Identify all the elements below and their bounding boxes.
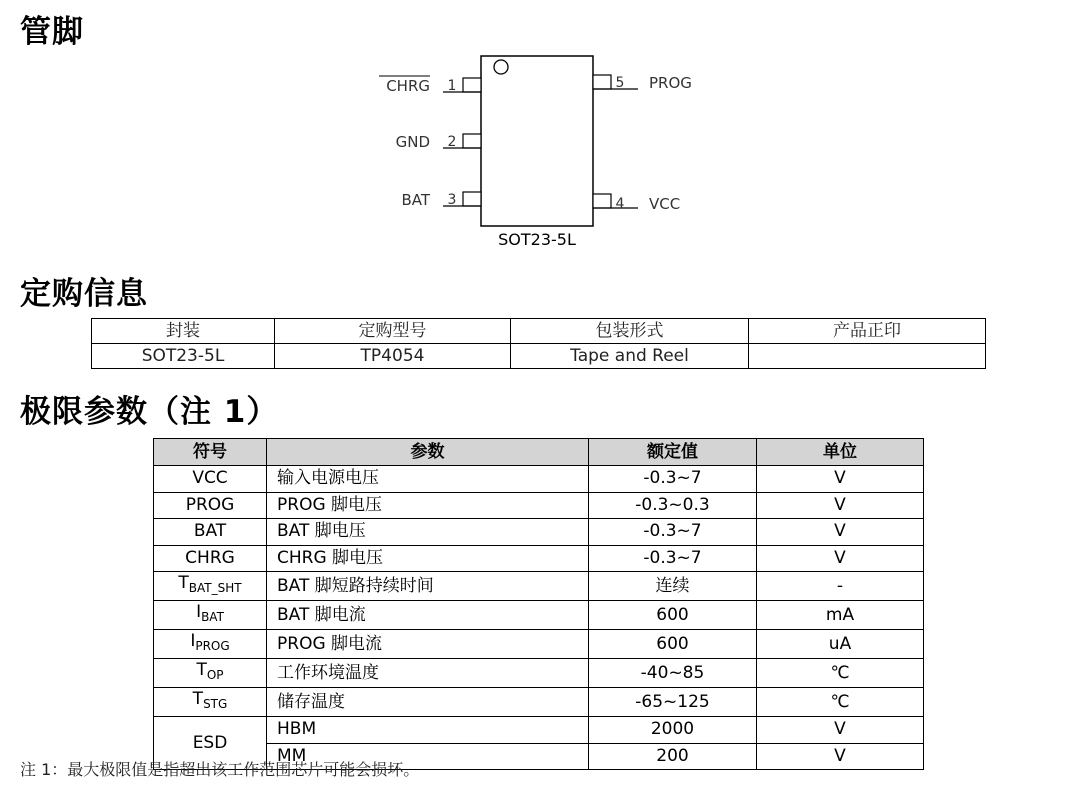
ordering-table: [91, 318, 986, 369]
cell-value: 600: [589, 601, 757, 630]
pin-label-gnd: GND: [395, 133, 430, 151]
cell-value: -0.3~7: [589, 466, 757, 493]
cell-param: HBM: [267, 717, 589, 744]
table-row: [154, 492, 924, 519]
pin-num-2: 2: [447, 134, 457, 150]
cell-unit: uA: [757, 630, 924, 659]
cell-package: SOT23-5L: [92, 344, 275, 369]
pin-num-3: 3: [447, 192, 457, 208]
pin-num-1: 1: [447, 78, 457, 94]
header-cell: 额定值: [589, 439, 757, 466]
table-row: [154, 659, 924, 688]
cell-value: -0.3~0.3: [589, 492, 757, 519]
cell-symbol: $T_{OP}$: [154, 659, 267, 688]
pin-box-5: [593, 75, 611, 89]
cell-param: BAT 脚短路持续时间: [267, 572, 589, 601]
cell-param: MM: [267, 743, 589, 770]
pin-box-1: [463, 78, 481, 92]
cell-param: PROG 脚电流: [267, 630, 589, 659]
cell-param: BAT 脚电流: [267, 601, 589, 630]
table-row: [154, 717, 924, 744]
cell-value: 200: [589, 743, 757, 770]
pin-label-bat: BAT: [401, 191, 430, 209]
pin-label-prog: PROG: [649, 74, 692, 92]
cell-symbol: $T_{STG}$: [154, 688, 267, 717]
cell-model: TP4054: [275, 344, 511, 369]
cell-unit: ℃: [757, 688, 924, 717]
table-row: [154, 519, 924, 546]
pin-label-chrg: CHRG: [386, 77, 430, 95]
cell-value: -65~125: [589, 688, 757, 717]
cell-unit: V: [757, 545, 924, 572]
pin-box-2: [463, 134, 481, 148]
cell-unit: mA: [757, 601, 924, 630]
header-cell: 单位: [757, 439, 924, 466]
table-header-row: [92, 319, 986, 344]
cell-unit: V: [757, 466, 924, 493]
header-cell: 符号: [154, 439, 267, 466]
header-cell: 参数: [267, 439, 589, 466]
cell-value: -40~85: [589, 659, 757, 688]
cell-value: 600: [589, 630, 757, 659]
pin-box-4: [593, 194, 611, 208]
cell-symbol: VCC: [154, 466, 267, 493]
pin-box-3: [463, 192, 481, 206]
table-row: [92, 344, 986, 369]
table-row: [154, 545, 924, 572]
table-row: [154, 572, 924, 601]
cell-value: 连续: [589, 572, 757, 601]
cell-unit: -: [757, 572, 924, 601]
cell-unit: V: [757, 519, 924, 546]
chip-body: [481, 56, 593, 226]
cell-symbol: $I_{BAT}$: [154, 601, 267, 630]
absolute-max-table: [153, 438, 924, 770]
header-cell: 包装形式: [511, 319, 749, 344]
cell-param: PROG 脚电压: [267, 492, 589, 519]
cell-param: 工作环境温度: [267, 659, 589, 688]
package-label: SOT23-5L: [498, 230, 576, 249]
cell-symbol-esd: ESD: [154, 717, 267, 770]
cell-param: BAT 脚电压: [267, 519, 589, 546]
cell-symbol: BAT: [154, 519, 267, 546]
cell-unit: ℃: [757, 659, 924, 688]
header-cell: 产品正印: [749, 319, 986, 344]
cell-param: 输入电源电压: [267, 466, 589, 493]
cell-symbol: CHRG: [154, 545, 267, 572]
cell-value: -0.3~7: [589, 545, 757, 572]
cell-param: CHRG 脚电压: [267, 545, 589, 572]
cell-value: -0.3~7: [589, 519, 757, 546]
table-row: [154, 630, 924, 659]
cell-unit: V: [757, 743, 924, 770]
footnote: 注 1：最大极限值是指超出该工作范围芯片可能会损坏。: [20, 760, 420, 779]
table-row: [154, 601, 924, 630]
table-row: [154, 466, 924, 493]
cell-symbol: $T_{BAT\_SHT}$: [154, 572, 267, 601]
table-header-row: [154, 439, 924, 466]
heading-pins: 管脚: [20, 14, 84, 50]
cell-marking: [749, 344, 986, 369]
cell-value: 2000: [589, 717, 757, 744]
header-cell: 封装: [92, 319, 275, 344]
cell-unit: V: [757, 717, 924, 744]
cell-unit: V: [757, 492, 924, 519]
cell-param: 储存温度: [267, 688, 589, 717]
pin-diagram: [360, 50, 720, 255]
cell-symbol: PROG: [154, 492, 267, 519]
header-cell: 定购型号: [275, 319, 511, 344]
pin-num-4: 4: [615, 196, 625, 212]
cell-packing: Tape and Reel: [511, 344, 749, 369]
table-row: [154, 688, 924, 717]
pin-num-5: 5: [615, 75, 625, 91]
cell-symbol: $I_{PROG}$: [154, 630, 267, 659]
pin-label-vcc: VCC: [649, 195, 681, 213]
heading-ordering: 定购信息: [20, 276, 148, 312]
heading-limits: 极限参数（注 1）: [20, 394, 279, 430]
